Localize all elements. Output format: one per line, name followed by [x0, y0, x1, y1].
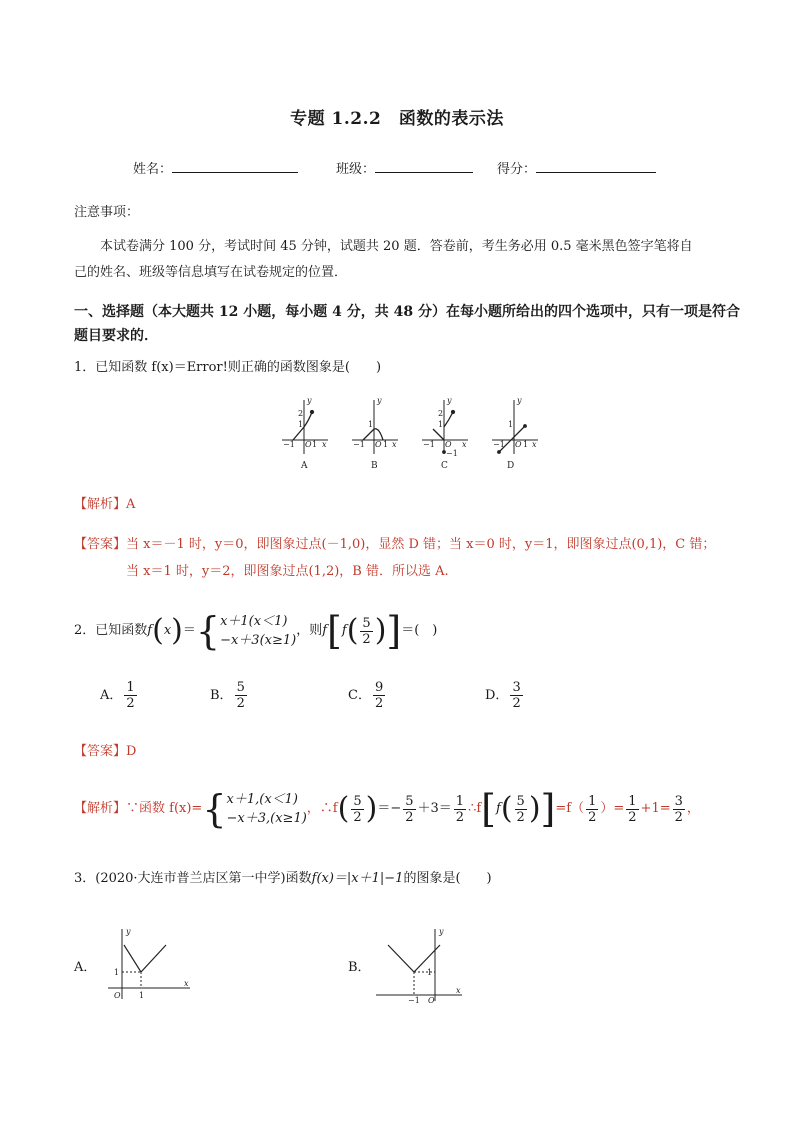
score-blank[interactable]: [536, 160, 656, 173]
q3-option-a-label[interactable]: A．: [74, 960, 97, 975]
q1-answer: [74, 533, 715, 557]
svg-text:y: y: [377, 396, 382, 405]
section1-heading-2: 题目要求的．: [74, 328, 158, 344]
page-title: 专题 1.2.2 函数的表示法: [290, 109, 504, 129]
svg-text:O: O: [375, 440, 382, 449]
svg-text:x: x: [462, 440, 467, 449]
q2-case-2: −x＋3(x≥1): [220, 633, 297, 648]
svg-text:2: 2: [438, 409, 444, 418]
section1-heading-1: 一、选择题（本大题共 12 小题，每小题 4 分，共 48 分）在每小题所给出的四个选项中，只有一项是符合: [74, 304, 740, 320]
svg-text:1: 1: [427, 968, 433, 977]
q1-graph-d: [492, 396, 538, 454]
q2-f-outer: f: [322, 623, 328, 638]
q2-option-a[interactable]: A． $\frac{1}{2}$: [100, 680, 135, 711]
svg-text:y: y: [517, 396, 522, 405]
score-label: 得分：: [497, 162, 537, 177]
svg-text:x: x: [322, 440, 327, 449]
name-field[interactable]: [133, 158, 298, 177]
svg-text:−1: −1: [493, 440, 505, 449]
svg-text:1: 1: [139, 991, 145, 1000]
svg-text:1: 1: [383, 440, 389, 449]
q2-answer-text: D: [126, 744, 137, 759]
notice-heading: 注意事项：: [74, 205, 140, 220]
q1-graph-c: [422, 396, 468, 458]
q3-stem: 3．(2020·大连市普兰店区第一中学)函数f(x)＝|x＋1|−1的图象是( ): [74, 871, 492, 886]
svg-text:−1: −1: [353, 440, 365, 449]
name-blank[interactable]: [172, 160, 298, 173]
q2-analysis-prefix: ∵函数 f(x)=: [126, 801, 203, 816]
q2-option-d[interactable]: D． $\frac{3}{2}$: [485, 680, 521, 711]
svg-text:x: x: [184, 979, 189, 988]
svg-text:y: y: [447, 396, 452, 405]
q2-analysis: 【解析】 ∵函数 f(x)= { x＋1,(x＜1) −x＋3,(x≥1) ，∴f ( $\frac{5}{2}$ ) ＝− $\frac{5}{2}$ ＋3＝ $\frac{1}{2}$ ∴f [ f ( $\frac{5}{2}$ ) ] =f（ $\frac{1}{2}$ ）= $\frac{1}{2}$ +1= $\frac{3}{2}$ ，: [74, 787, 700, 831]
q2-frac: $\frac{5}{2}$: [362, 615, 371, 647]
q2-f-inner: f: [341, 623, 347, 638]
q2-analysis-tag: 【解析】: [74, 801, 127, 816]
q2-answer-tag: 【答案】: [74, 744, 127, 759]
q2-option-b[interactable]: B． $\frac{5}{2}$: [210, 680, 245, 711]
svg-text:y: y: [439, 927, 444, 936]
q2-x: x: [163, 623, 172, 638]
class-field[interactable]: [336, 158, 473, 177]
svg-text:x: x: [532, 440, 537, 449]
q1-graph-label-d: D: [507, 461, 515, 471]
svg-text:2: 2: [298, 409, 304, 418]
q1-analysis-text: A: [126, 497, 136, 512]
q2-cases: [220, 612, 296, 650]
notice-body-2: 己的姓名、班级等信息填写在试卷规定的位置．: [74, 265, 348, 280]
q1-graph-label-b: B: [371, 461, 378, 471]
svg-text:−1: −1: [408, 996, 420, 1003]
score-field[interactable]: [497, 158, 656, 177]
q1-graph-label-c: C: [441, 461, 448, 471]
svg-text:O: O: [428, 996, 435, 1003]
q1-analysis-tag: 【解析】: [74, 497, 127, 512]
q3-option-b-label[interactable]: B．: [348, 960, 371, 975]
svg-text:x: x: [392, 440, 397, 449]
q2-suffix: ＝( ): [401, 623, 438, 638]
q3-graph-b: [372, 925, 467, 1003]
q1-graph-label-a: A: [301, 461, 308, 471]
class-blank[interactable]: [375, 160, 473, 173]
q1-graph-b: [352, 396, 398, 454]
name-label: 姓名：: [133, 162, 173, 177]
q3-graph-a: [104, 925, 194, 1003]
q2-case-1: x＋1(x＜1): [220, 614, 288, 629]
svg-text:−1: −1: [423, 440, 435, 449]
svg-text:1: 1: [523, 440, 529, 449]
q3-math: f(x)＝|x＋1|−1: [311, 871, 404, 886]
class-label: 班级：: [336, 162, 376, 177]
notice-body-1: 本试卷满分 100 分，考试时间 45 分钟，试题共 20 题．答卷前，考生务必用 0.5 毫米黑色签字笔将自: [100, 239, 693, 254]
svg-text:O: O: [515, 440, 522, 449]
svg-text:1: 1: [114, 968, 120, 977]
svg-text:1: 1: [508, 420, 514, 429]
q2-prefix: 2．已知函数: [74, 623, 148, 638]
svg-text:O: O: [305, 440, 312, 449]
q2-answer: [74, 740, 136, 764]
svg-text:x: x: [456, 986, 461, 995]
q1-stem: 1．已知函数 f(x)＝Error!则正确的函数图象是( ): [74, 360, 382, 375]
svg-text:O: O: [445, 440, 452, 449]
q1-answer-line2: 当 x＝1 时，y＝2，即图象过点(1,2)，B 错．所以选 A.: [126, 564, 449, 579]
q1-analysis: [74, 493, 135, 517]
q2-option-c[interactable]: C． $\frac{9}{2}$: [348, 680, 384, 711]
q2-then: ，则: [296, 623, 323, 638]
q1-answer-tag: 【答案】: [74, 537, 127, 552]
q2-stem: 2．已知函数 f ( x ) ＝ { x＋1(x＜1) −x＋3(x≥1) ，则 f [ f ( $\frac{5}{2}$ ) ] ＝( ): [74, 609, 438, 653]
svg-text:O: O: [114, 991, 121, 1000]
q1-answer-line1: 当 x＝－1 时，y＝0，即图象过点(－1,0)，显然 D 错；当 x＝0 时，y＝1，即图象过点(0,1)，C 错；: [126, 537, 716, 552]
svg-text:1: 1: [312, 440, 318, 449]
svg-text:y: y: [126, 927, 131, 936]
q2-f: f: [147, 623, 153, 638]
svg-text:−1: −1: [446, 449, 458, 458]
q1-graph-a: [282, 396, 328, 454]
q1-graphs: [278, 394, 548, 474]
svg-text:1: 1: [438, 420, 444, 429]
svg-text:y: y: [307, 396, 312, 405]
svg-text:−1: −1: [283, 440, 295, 449]
svg-text:1: 1: [368, 420, 374, 429]
svg-text:1: 1: [298, 420, 304, 429]
